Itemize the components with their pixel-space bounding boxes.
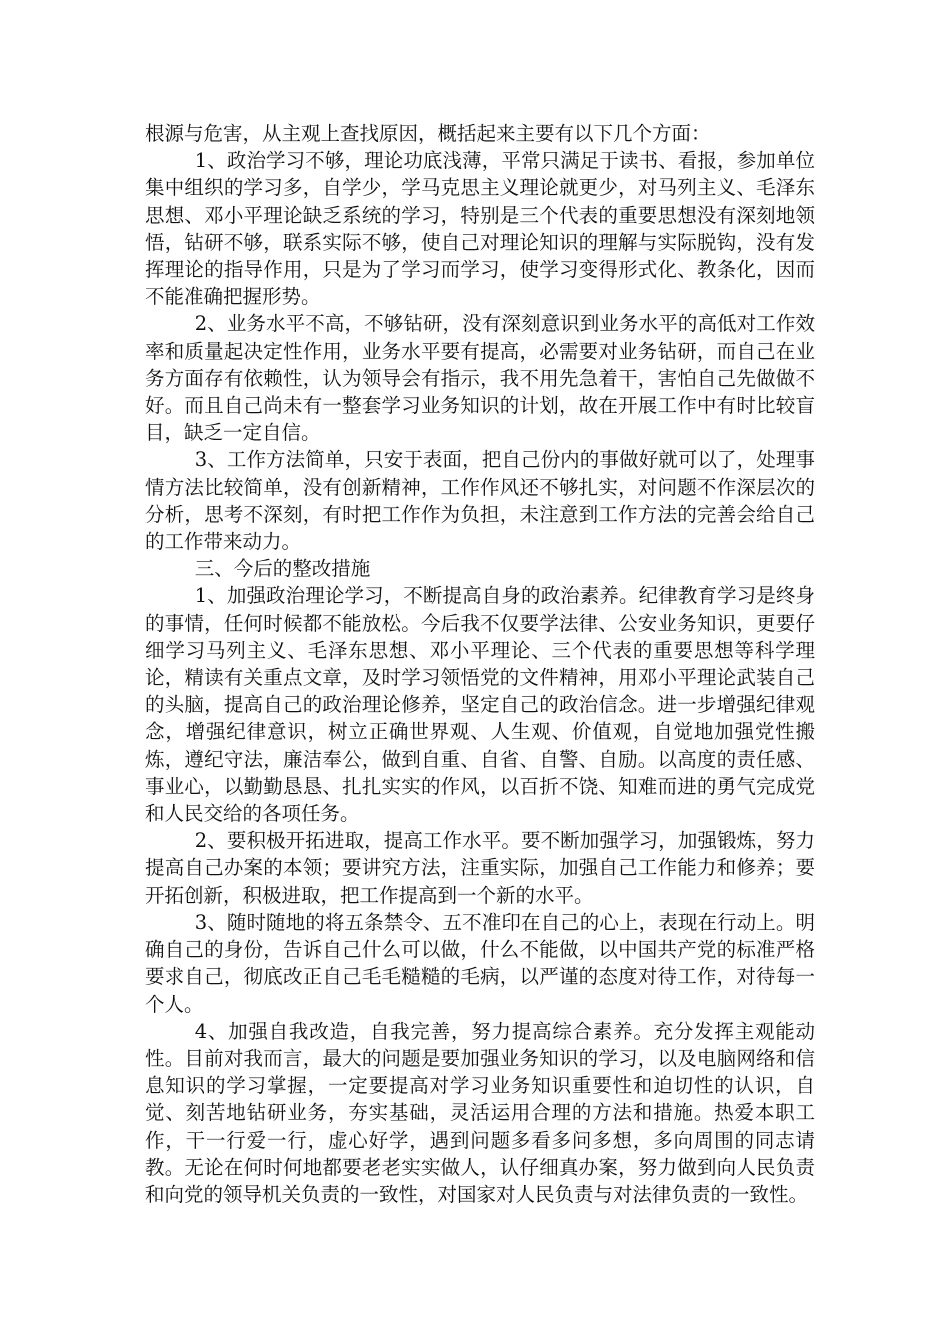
document-body [145,120,815,1208]
paragraph-reason-3: 3、工作方法简单，只安于表面，把自己份内的事做好就可以了，处理事情方法比较简单，没有创新精神，工作作风还不够扎实，对问题不作深层次的分析，思考不深刻，有时把工作作为负担，未注意到工作方法的完善会给自己的工作带来动力。 [145,448,815,554]
section-heading-measures: 三、今后的整改措施 [194,557,371,581]
paragraph-measure-2: 2、要积极开拓进取，提高工作水平。要不断加强学习，加强锻炼，努力提高自己办案的本领；要讲究方法，注重实际，加强自己工作能力和修养；要开拓创新，积极进取，把工作提高到一个新的水平。 [145,829,815,907]
paragraph-measure-4: 4、加强自我改造，自我完善，努力提高综合素养。充分发挥主观能动性。目前对我而言，最大的问题是要加强业务知识的学习，以及电脑网络和信息知识的学习掌握，一定要提高对学习业务知识重要性和迫切性的认识，自觉、刻苦地钻研业务，夯实基础，灵活运用合理的方法和措施。热爱本职工作，干一行爱一行，虚心好学，遇到问题多看多问多想，多向周围的同志请教。无论在何时何地都要老老实实做人，认仔细真办案，努力做到向人民负责和向党的领导机关负责的一致性，对国家对人民负责与对法律负责的一致性。 [145,1019,815,1206]
paragraph-intro: 根源与危害，从主观上查找原因，概括起来主要有以下几个方面： [145,122,711,145]
paragraph-reason-1: 1、政治学习不够，理论功底浅薄，平常只满足于读书、看报，参加单位集中组织的学习多，自学少，学马克思主义理论就更少，对马列主义、毛泽东思想、邓小平理论缺乏系统的学习，特别是三个代表的重要思想没有深刻地领悟，钻研不够，联系实际不够，使自己对理论知识的理解与实际脱钩，没有发挥理论的指导作用，只是为了学习而学习，使学习变得形式化、教条化，因而不能准确把握形势。 [145,149,815,309]
paragraph-reason-2: 2、业务水平不高，不够钻研，没有深刻意识到业务水平的高低对工作效率和质量起决定性作用，业务水平要有提高，必需要对业务钻研，而自己在业务方面存有依赖性，认为领导会有指示，我不用先急着干，害怕自己先做做不好。而且自己尚未有一整套学习业务知识的计划，故在开展工作中有时比较盲目，缺乏一定自信。 [145,312,815,445]
paragraph-measure-1: 1、加强政治理论学习，不断提高自身的政治素养。纪律教育学习是终身的事情，任何时候都不能放松。今后我不仅要学法律、公安业务知识，更要仔细学习马列主义、毛泽东思想、邓小平理论、三个代表的重要思想等科学理论，精读有关重点文章，及时学习领悟党的文件精神，用邓小平理论武装自己的头脑，提高自己的政治理论修养，坚定自己的政治信念。进一步增强纪律观念，增强纪律意识，树立正确世界观、人生观、价值观，自觉地加强党性搬炼，遵纪守法，廉洁奉公，做到自重、自省、自警、自励。以高度的责任感、事业心，以勤勤恳恳、扎扎实实的作风，以百折不饶、知难而进的勇气完成党和人民交给的各项任务。 [145,584,815,826]
paragraph-measure-3: 3、随时随地的将五条禁令、五不准印在自己的心上，表现在行动上。明确自己的身份，告诉自己什么可以做，什么不能做，以中国共产党的标准严格要求自己，彻底改正自己毛毛糙糙的毛病，以严谨的态度对待工作，对待每一个人。 [145,910,815,1016]
